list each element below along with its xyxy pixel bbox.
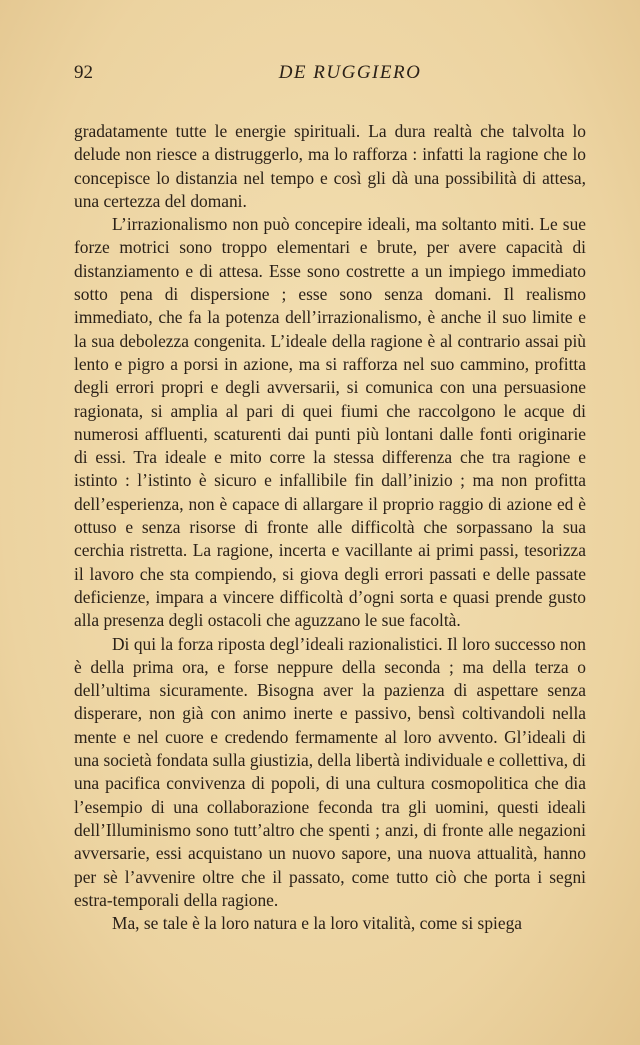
page-number: 92 [74,62,93,83]
text-body [74,120,586,935]
page-header [74,62,586,90]
paragraph-1: gradatamente tutte le energie spirituali. La dura realtà che talvolta lo delude non riesce a distruggerlo, ma lo rafforza : infatti la ragione che lo concepisce lo distanzia nel tempo e così gli dà una possibilità di attesa, una certezza del domani. [74,121,586,211]
paragraph-4: Ma, se tale è la loro natura e la loro vitalità, come si spiega [112,913,522,934]
paragraph-2: L’irrazionalismo non può concepire ideali, ma soltanto miti. Le sue forze motrici sono troppo elementari e brute, per avere capacità di distanziamento e di attesa. Esse sono costrette a un impiego immediato sotto pena di dispersione ; esse sono senza domani. Il realismo immediato, che fa la potenza dell’irrazionalismo, è anche il suo limite e la sua debolezza congenita. L’ideale della ragione è al contrario assai più lento e pigro a porsi in azione, ma si rafforza nel suo cammino, profitta degli errori propri e degli avversarii, si comunica con una persuasione ragionata, si amplia al pari di quei fiumi che raccolgono le acque di numerosi affluenti, scaturenti dai punti più lontani dalle fonti originarie di essi. Tra ideale e mito corre la stessa differenza che tra ragione e istinto : l’istinto è sicuro e infallibile fin dall’inizio ; ma non profitta dell’esperienza, non è capace di allargare il proprio raggio di azione ed è ottuso e senza risorse di fronte alle difficoltà che sorpassano la sua cerchia ristretta. La ragione, incerta e vacillante ai primi passi, tesorizza il lavoro che sta compiendo, si giova degli errori passati e delle passate deficienze, impara a vincere difficoltà d’ogni sorta e quasi prende gusto alla presenza degli ostacoli che aguzzano le sue facoltà. [74,214,586,631]
running-head: DE RUGGIERO [278,62,422,83]
paragraph-3: Di qui la forza riposta degl’ideali razionalistici. Il loro successo non è della prima ora, e forse neppure della seconda ; ma della terza o dell’ultima sicuramente. Bisogna aver la pazienza di aspettare senza disperare, non già con animo inerte e passivo, bensì coltivandoli nella mente e nel cuore e credendo fermamente al loro avvento. Gl’ideali di una società fondata sulla giustizia, della libertà individuale e collettiva, di una pacifica convivenza di popoli, di una cultura cosmopolitica che dia l’esempio di una collaborazione feconda tra gli uomini, questi ideali dell’Illuminismo sono tutt’altro che spenti ; anzi, di fronte alle negazioni avversarie, essi acquistano un nuovo sapore, una nuova attualità, hanno per sè l’avvenire oltre che il passato, come tutto ciò che porta i segni estra-temporali della ragione. [74,633,586,910]
